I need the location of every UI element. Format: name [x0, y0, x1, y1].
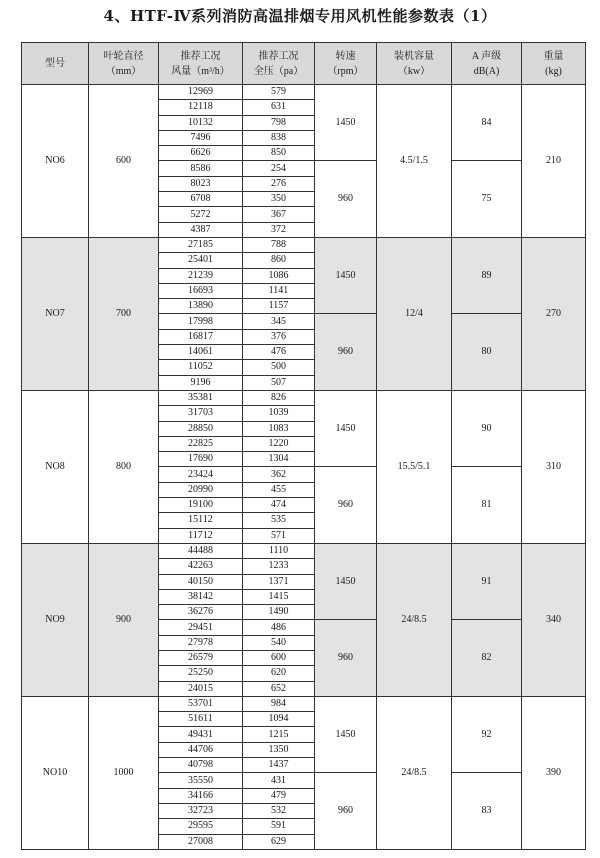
pressure-cell: 1437: [243, 758, 315, 773]
flow-cell: 23424: [159, 467, 243, 482]
flow-cell: 6708: [159, 192, 243, 207]
header-row: [22, 43, 586, 85]
diameter-cell: 800: [89, 390, 159, 543]
pressure-cell: 620: [243, 666, 315, 681]
flow-cell: 4387: [159, 222, 243, 237]
flow-cell: 7496: [159, 130, 243, 145]
model-cell: NO6: [22, 85, 89, 238]
flow-cell: 36276: [159, 605, 243, 620]
noise-cell: 75: [452, 161, 522, 237]
pressure-cell: 254: [243, 161, 315, 176]
table-row: [22, 543, 586, 558]
flow-cell: 8586: [159, 161, 243, 176]
power-cell: 4.5/1.5: [377, 85, 452, 238]
flow-cell: 35381: [159, 390, 243, 405]
pressure-cell: 1215: [243, 727, 315, 742]
model-cell: NO8: [22, 390, 89, 543]
pressure-cell: 600: [243, 650, 315, 665]
pressure-cell: 431: [243, 773, 315, 788]
flow-cell: 32723: [159, 803, 243, 818]
speed-cell: 960: [315, 620, 377, 696]
pressure-cell: 860: [243, 253, 315, 268]
pressure-cell: 1083: [243, 421, 315, 436]
pressure-cell: 1094: [243, 712, 315, 727]
flow-cell: 12969: [159, 85, 243, 100]
noise-cell: 81: [452, 467, 522, 543]
speed-cell: 960: [315, 314, 377, 390]
noise-cell: 82: [452, 620, 522, 696]
pressure-cell: 1371: [243, 574, 315, 589]
pressure-cell: 591: [243, 819, 315, 834]
speed-cell: 960: [315, 161, 377, 237]
power-cell: 24/8.5: [377, 696, 452, 849]
pressure-cell: 652: [243, 681, 315, 696]
flow-cell: 15112: [159, 513, 243, 528]
noise-cell: 90: [452, 390, 522, 466]
header-flow: 推荐工况 风量（m³/h）: [159, 43, 243, 85]
pressure-cell: 579: [243, 85, 315, 100]
pressure-cell: 1415: [243, 589, 315, 604]
table-row: [22, 696, 586, 711]
noise-cell: 80: [452, 314, 522, 390]
pressure-cell: 1304: [243, 452, 315, 467]
header-impeller: 叶轮直径 （mm）: [89, 43, 159, 85]
pressure-cell: 798: [243, 115, 315, 130]
pressure-cell: 788: [243, 237, 315, 252]
pressure-cell: 1039: [243, 406, 315, 421]
flow-cell: 53701: [159, 696, 243, 711]
flow-cell: 40150: [159, 574, 243, 589]
flow-cell: 38142: [159, 589, 243, 604]
flow-cell: 28850: [159, 421, 243, 436]
flow-cell: 11712: [159, 528, 243, 543]
speed-cell: 1450: [315, 237, 377, 313]
pressure-cell: 540: [243, 635, 315, 650]
weight-cell: 340: [522, 543, 586, 696]
header-speed: 转速 （rpm）: [315, 43, 377, 85]
flow-cell: 12118: [159, 100, 243, 115]
header-noise: A 声级 dB(A): [452, 43, 522, 85]
model-cell: NO9: [22, 543, 89, 696]
noise-cell: 83: [452, 773, 522, 849]
pressure-cell: 500: [243, 360, 315, 375]
flow-cell: 27185: [159, 237, 243, 252]
flow-cell: 51611: [159, 712, 243, 727]
flow-cell: 17998: [159, 314, 243, 329]
pressure-cell: 1490: [243, 605, 315, 620]
model-cell: NO7: [22, 237, 89, 390]
flow-cell: 24015: [159, 681, 243, 696]
flow-cell: 27008: [159, 834, 243, 849]
pressure-cell: 367: [243, 207, 315, 222]
speed-cell: 1450: [315, 543, 377, 619]
pressure-cell: 1086: [243, 268, 315, 283]
weight-cell: 310: [522, 390, 586, 543]
flow-cell: 13890: [159, 299, 243, 314]
pressure-cell: 345: [243, 314, 315, 329]
flow-cell: 29595: [159, 819, 243, 834]
flow-cell: 35550: [159, 773, 243, 788]
flow-cell: 14061: [159, 345, 243, 360]
pressure-cell: 838: [243, 130, 315, 145]
flow-cell: 9196: [159, 375, 243, 390]
header-weight: 重量 (kg): [522, 43, 586, 85]
flow-cell: 10132: [159, 115, 243, 130]
pressure-cell: 571: [243, 528, 315, 543]
pressure-cell: 1141: [243, 283, 315, 298]
speed-cell: 1450: [315, 390, 377, 466]
flow-cell: 5272: [159, 207, 243, 222]
flow-cell: 22825: [159, 436, 243, 451]
pressure-cell: 1157: [243, 299, 315, 314]
pressure-cell: 350: [243, 192, 315, 207]
flow-cell: 11052: [159, 360, 243, 375]
pressure-cell: 479: [243, 788, 315, 803]
power-cell: 24/8.5: [377, 543, 452, 696]
flow-cell: 31703: [159, 406, 243, 421]
pressure-cell: 486: [243, 620, 315, 635]
header-power: 装机容量 （kw）: [377, 43, 452, 85]
pressure-cell: 507: [243, 375, 315, 390]
weight-cell: 210: [522, 85, 586, 238]
flow-cell: 29451: [159, 620, 243, 635]
speed-cell: 960: [315, 773, 377, 849]
table-row: [22, 85, 586, 100]
header-model: 型号: [22, 43, 89, 85]
flow-cell: 40798: [159, 758, 243, 773]
flow-cell: 20990: [159, 482, 243, 497]
diameter-cell: 900: [89, 543, 159, 696]
flow-cell: 26579: [159, 650, 243, 665]
flow-cell: 17690: [159, 452, 243, 467]
pressure-cell: 984: [243, 696, 315, 711]
noise-cell: 91: [452, 543, 522, 619]
pressure-cell: 1220: [243, 436, 315, 451]
model-cell: NO10: [22, 696, 89, 849]
noise-cell: 84: [452, 85, 522, 161]
table-row: [22, 237, 586, 252]
flow-cell: 8023: [159, 176, 243, 191]
power-cell: 12/4: [377, 237, 452, 390]
pressure-cell: 276: [243, 176, 315, 191]
flow-cell: 44488: [159, 543, 243, 558]
pressure-cell: 826: [243, 390, 315, 405]
pressure-cell: 631: [243, 100, 315, 115]
flow-cell: 27978: [159, 635, 243, 650]
flow-cell: 16693: [159, 283, 243, 298]
pressure-cell: 476: [243, 345, 315, 360]
flow-cell: 21239: [159, 268, 243, 283]
flow-cell: 16817: [159, 329, 243, 344]
pressure-cell: 532: [243, 803, 315, 818]
flow-cell: 19100: [159, 498, 243, 513]
weight-cell: 390: [522, 696, 586, 849]
diameter-cell: 600: [89, 85, 159, 238]
pressure-cell: 474: [243, 498, 315, 513]
diameter-cell: 700: [89, 237, 159, 390]
pressure-cell: 455: [243, 482, 315, 497]
speed-cell: 960: [315, 467, 377, 543]
flow-cell: 42263: [159, 559, 243, 574]
performance-table: [21, 42, 586, 850]
flow-cell: 34166: [159, 788, 243, 803]
pressure-cell: 1350: [243, 742, 315, 757]
pressure-cell: 1233: [243, 559, 315, 574]
noise-cell: 92: [452, 696, 522, 772]
table-row: [22, 390, 586, 405]
speed-cell: 1450: [315, 85, 377, 161]
pressure-cell: 376: [243, 329, 315, 344]
pressure-cell: 850: [243, 146, 315, 161]
speed-cell: 1450: [315, 696, 377, 772]
weight-cell: 270: [522, 237, 586, 390]
pressure-cell: 1110: [243, 543, 315, 558]
noise-cell: 89: [452, 237, 522, 313]
pressure-cell: 535: [243, 513, 315, 528]
pressure-cell: 372: [243, 222, 315, 237]
table-body: [22, 85, 586, 850]
flow-cell: 49431: [159, 727, 243, 742]
page-title: 4、HTF-Ⅳ系列消防高温排烟专用风机性能参数表（1）: [103, 7, 497, 25]
flow-cell: 44706: [159, 742, 243, 757]
diameter-cell: 1000: [89, 696, 159, 849]
pressure-cell: 629: [243, 834, 315, 849]
pressure-cell: 362: [243, 467, 315, 482]
flow-cell: 25250: [159, 666, 243, 681]
flow-cell: 25401: [159, 253, 243, 268]
header-pressure: 推荐工况 全压（pa）: [243, 43, 315, 85]
power-cell: 15.5/5.1: [377, 390, 452, 543]
flow-cell: 6626: [159, 146, 243, 161]
